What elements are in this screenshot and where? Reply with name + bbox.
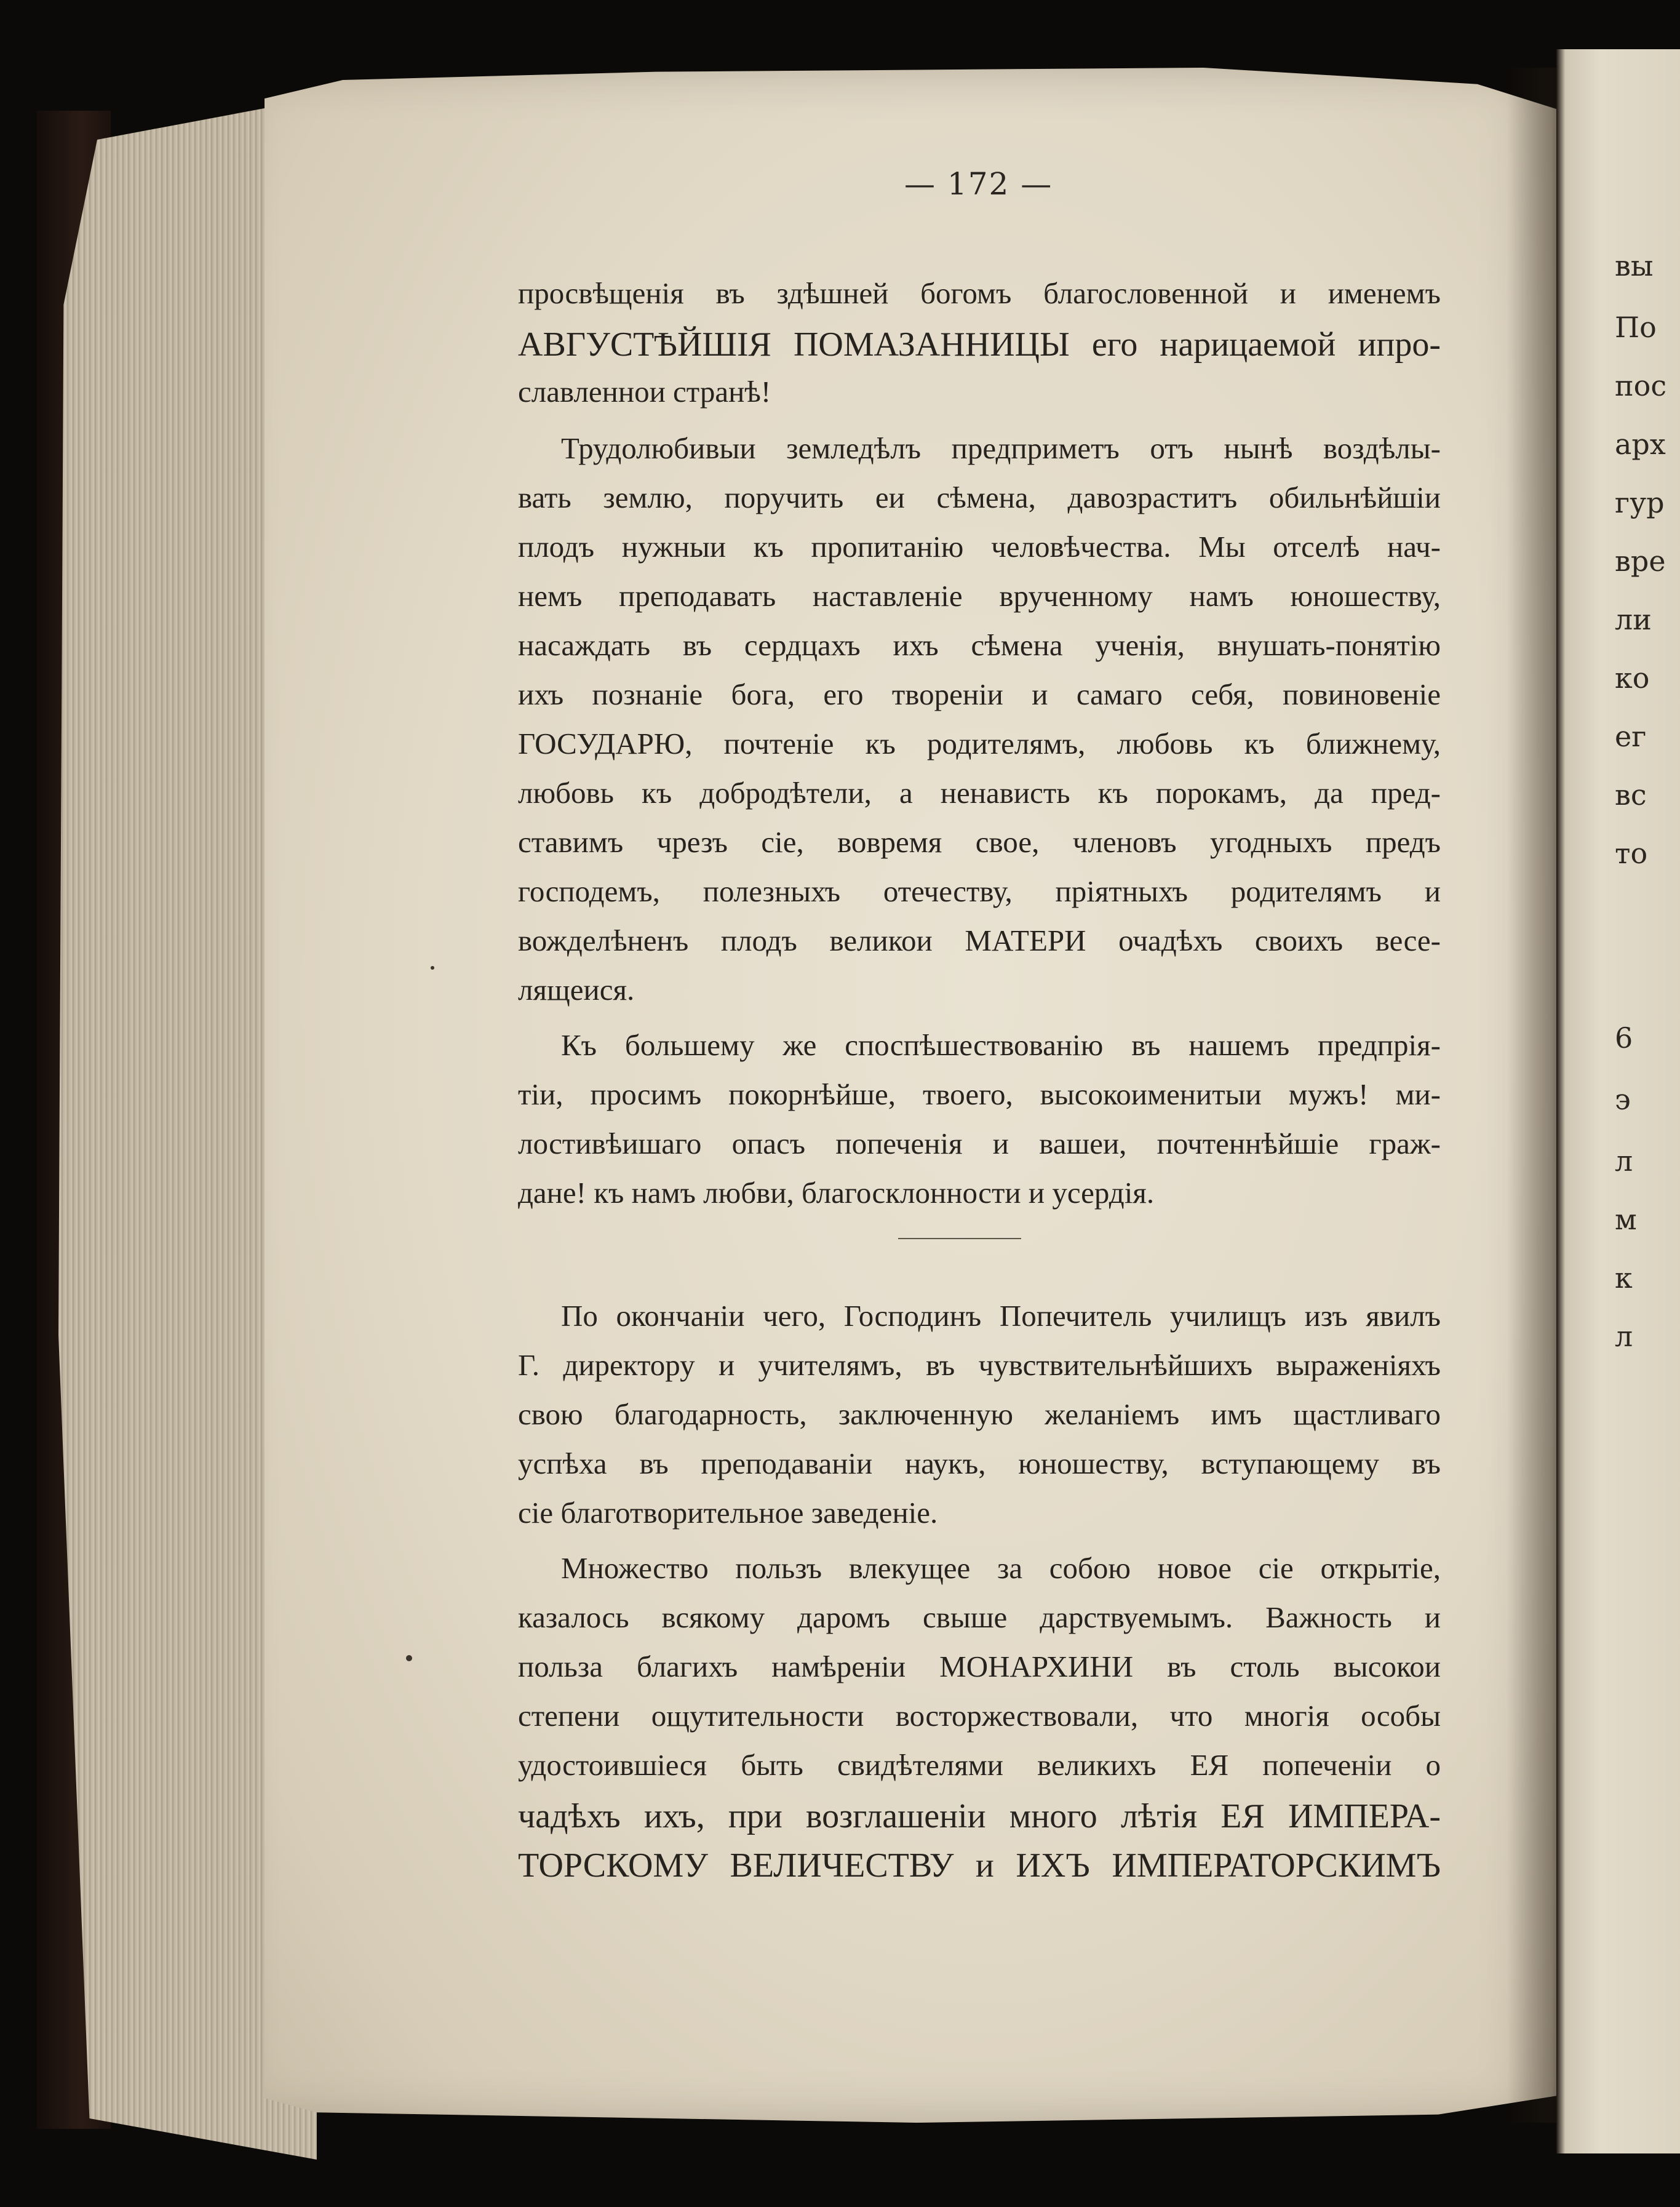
text-line: господемъ, полезныхъ отечеству, пріятныхъ родителямъ и <box>518 874 1441 908</box>
right-page-text: По <box>1615 311 1657 344</box>
text-line: казалось всякому даромъ свыше дарствуемымъ. Важность и <box>518 1600 1441 1634</box>
text-line: славленнои странѣ! <box>518 375 771 409</box>
text-line: дане! къ намъ любви, благосклонности и усердія. <box>518 1176 1155 1210</box>
text-line: немъ преподавать наставленіе врученному намъ юношеству, <box>518 579 1441 613</box>
text-line: Множество пользъ влекущее за собою новое сіе открытіе, <box>561 1551 1441 1585</box>
right-page-text: л <box>1615 1144 1633 1178</box>
text-line: насаждать въ сердцахъ ихъ сѣмена ученія, внушать-понятію <box>518 628 1441 662</box>
right-page-text: м <box>1615 1203 1637 1236</box>
right-page-text: арх <box>1615 428 1666 461</box>
text-line: лящеися. <box>518 973 635 1007</box>
right-page-text: гур <box>1615 486 1665 519</box>
text-line: польза благихъ намѣреніи МОНАРХИНИ въ столь высокои <box>518 1650 1441 1683</box>
text-line: тіи, просимъ покорнѣйше, твоего, высокоименитыи мужъ! ми- <box>518 1077 1441 1111</box>
page-number: — 172 — <box>904 166 1053 202</box>
right-page-text: ко <box>1615 661 1650 695</box>
right-page-text: то <box>1615 837 1648 870</box>
text-line: успѣха въ преподаваніи наукъ, юношеству, вступающему въ <box>518 1447 1441 1480</box>
text-line: любовь къ добродѣтели, а ненависть къ порокамъ, да пред- <box>518 776 1441 810</box>
text-line: плодъ нужныи къ пропитанію человѣчества. Мы отселѣ нач- <box>518 530 1441 564</box>
section-separator <box>898 1238 1021 1239</box>
paper-speck <box>431 966 434 970</box>
text-line: просвѣщенія въ здѣшней богомъ благословенной и именемъ <box>518 276 1441 310</box>
right-page-text: вс <box>1615 778 1647 812</box>
right-page-text: ег <box>1615 720 1647 753</box>
text-line: ТОРСКОМУ ВЕЛИЧЕСТВУ и ИХЪ ИМПЕРАТОРСКИМЪ <box>518 1846 1441 1885</box>
right-page-text: э <box>1615 1083 1631 1116</box>
text-line: Къ большему же споспѣшествованію въ нашемъ предпрія- <box>561 1028 1441 1062</box>
text-line: вать землю, поручить еи сѣмена, давозраститъ обильнѣйшіи <box>518 481 1441 514</box>
text-line: ставимъ чрезъ сіе, вовремя свое, членовъ угодныхъ предъ <box>518 825 1441 859</box>
text-line: лостивѣишаго опасъ попеченія и вашеи, почтеннѣйшіе граж- <box>518 1127 1441 1160</box>
text-line: Трудолюбивыи земледѣлъ предприметъ отъ нынѣ воздѣлы- <box>561 431 1441 465</box>
right-page-text: ли <box>1615 603 1652 636</box>
text-line: ихъ познаніе бога, его твореніи и самаго себя, повиновеніе <box>518 677 1441 711</box>
text-line: вожделѣненъ плодъ великои МАТЕРИ очадѣхъ своихъ весе- <box>518 924 1441 957</box>
right-page-text: вре <box>1615 545 1666 578</box>
text-line: АВГУСТѢЙШІЯ ПОМАЗАННИЦЫ его нарицаемой ипро- <box>518 325 1441 364</box>
paper-speck <box>406 1655 412 1661</box>
text-line: удостоившіеся быть свидѣтелями великихъ ЕЯ попеченіи о <box>518 1748 1441 1782</box>
text-line: Г. директору и учителямъ, въ чувствительнѣйшихъ выраженіяхъ <box>518 1348 1441 1382</box>
text-line: степени ощутительности восторжествовали, что многія особы <box>518 1699 1441 1733</box>
right-page-text: к <box>1615 1261 1633 1295</box>
text-line: сіе благотворительное заведеніе. <box>518 1496 938 1530</box>
right-page-text: 6 <box>1615 1021 1633 1055</box>
right-page-text: л <box>1615 1320 1633 1353</box>
text-line: По окончаніи чего, Господинъ Попечитель училищъ изъ явилъ <box>561 1299 1441 1333</box>
right-page-text: вы <box>1615 249 1654 282</box>
text-line: свою благодарность, заключенную желаніемъ имъ щастливаго <box>518 1397 1441 1431</box>
right-page-fragment <box>1556 49 1680 2153</box>
text-line: ГОСУДАРЮ, почтеніе къ родителямъ, любовь къ ближнему, <box>518 727 1441 760</box>
text-line: чадѣхъ ихъ, при возглашеніи много лѣтія ЕЯ ИМПЕРА- <box>518 1797 1441 1835</box>
right-page-text: пос <box>1615 369 1667 402</box>
